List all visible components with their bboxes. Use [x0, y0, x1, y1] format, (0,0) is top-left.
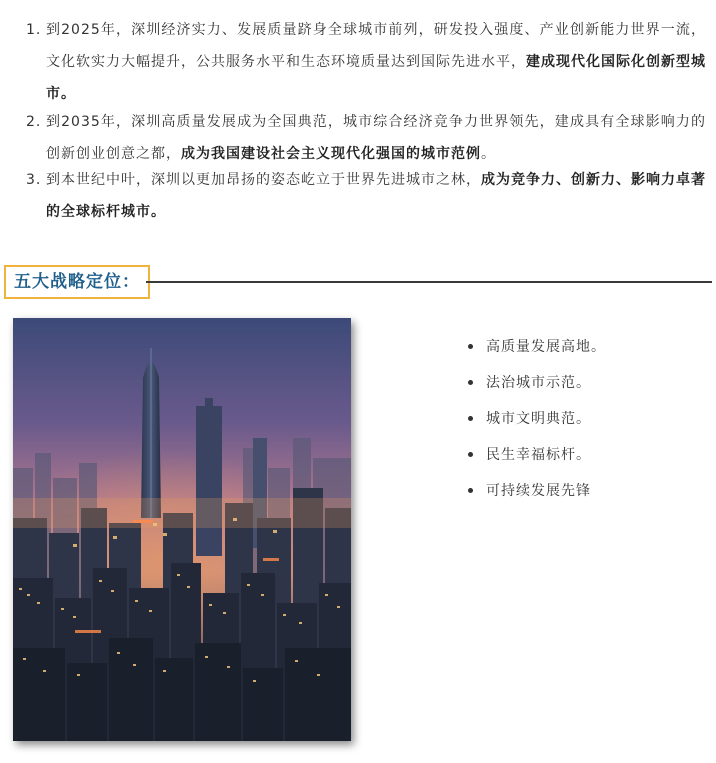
- section-header: [4, 265, 712, 299]
- list-item: [468, 446, 606, 464]
- goal-text: [26, 106, 706, 170]
- city-skyline-photo: [13, 318, 351, 741]
- list-item-label: 民生幸福标杆。: [486, 447, 591, 463]
- goal-item: [26, 106, 706, 170]
- list-item-label: 城市文明典范。: [486, 411, 591, 427]
- list-item: [468, 482, 606, 500]
- goal-highlight: 成为我国建设社会主义现代化强国的城市范例: [181, 146, 481, 162]
- section-divider: [146, 281, 712, 283]
- goal-body: 到2035年，深圳高质量发展成为全国典范，城市综合经济竞争力世界领先，建成具有全球影响力的创新创业创意之都，: [46, 114, 706, 162]
- list-item: [468, 374, 606, 392]
- bullet-icon: [468, 344, 473, 349]
- goal-item: [26, 164, 706, 228]
- list-item-label: 可持续发展先锋: [486, 483, 591, 499]
- bullet-icon: [468, 488, 473, 493]
- goal-tail: 。: [481, 146, 496, 162]
- goal-body: 到2025年，深圳经济实力、发展质量跻身全球城市前列，研发投入强度、产业创新能力世界一流，文化软实力大幅提升，公共服务水平和生态环境质量达到国际先进水平，: [46, 22, 706, 70]
- bullet-icon: [468, 452, 473, 457]
- goal-number: 2.: [26, 114, 42, 130]
- goal-text: [26, 164, 706, 228]
- goal-number: 1.: [26, 22, 42, 38]
- goal-body: 到本世纪中叶，深圳以更加昂扬的姿态屹立于世界先进城市之林，: [46, 172, 481, 188]
- list-item: [468, 338, 606, 356]
- goal-item: [26, 14, 706, 110]
- goal-highlight: 建成现代化国际化创新型城市。: [46, 54, 706, 102]
- goal-number: 3.: [26, 172, 42, 188]
- list-item-label: 高质量发展高地。: [486, 339, 606, 355]
- strategic-positions-list: [468, 338, 606, 518]
- bullet-icon: [468, 380, 473, 385]
- goal-text: [26, 14, 706, 110]
- section-title: 五大战略定位：: [4, 265, 150, 299]
- skyline-image: [13, 318, 351, 741]
- list-item: [468, 410, 606, 428]
- bullet-icon: [468, 416, 473, 421]
- list-item-label: 法治城市示范。: [486, 375, 591, 391]
- goal-highlight: 成为竞争力、创新力、影响力卓著的全球标杆城市。: [46, 172, 706, 220]
